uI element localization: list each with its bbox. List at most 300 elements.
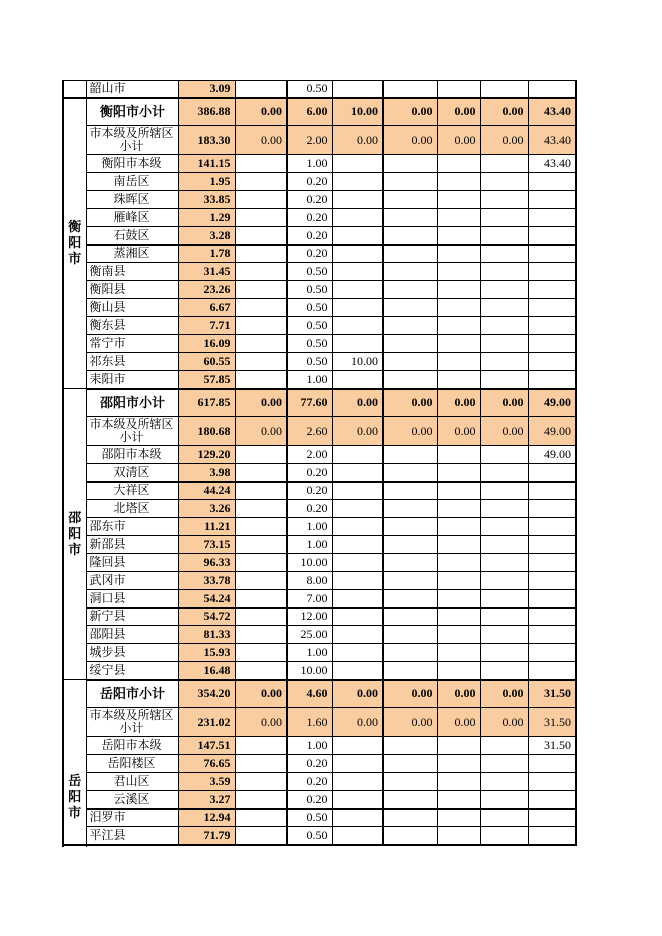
row-label[interactable]: 北塔区 (86, 500, 178, 518)
row-label[interactable]: 蒸湘区 (86, 245, 178, 263)
value-cell[interactable] (332, 281, 383, 299)
row-label[interactable]: 新宁县 (86, 608, 178, 626)
value-cell[interactable]: 386.88 (178, 98, 235, 126)
value-cell[interactable]: 7.71 (178, 317, 235, 335)
value-cell[interactable] (383, 827, 437, 845)
city-label[interactable]: 岳阳市 (63, 680, 86, 845)
row-label[interactable]: 耒阳市 (86, 371, 178, 389)
value-cell[interactable]: 44.24 (178, 482, 235, 500)
value-cell[interactable] (332, 263, 383, 281)
value-cell[interactable] (383, 791, 437, 809)
value-cell[interactable]: 0.00 (332, 389, 383, 417)
value-cell[interactable] (383, 335, 437, 353)
value-cell[interactable] (332, 755, 383, 773)
value-cell[interactable] (528, 755, 576, 773)
value-cell[interactable] (332, 590, 383, 608)
value-cell[interactable] (332, 737, 383, 755)
value-cell[interactable] (332, 335, 383, 353)
value-cell[interactable] (235, 191, 287, 209)
value-cell[interactable] (332, 809, 383, 827)
value-cell[interactable] (383, 644, 437, 662)
value-cell[interactable] (235, 554, 287, 572)
value-cell[interactable] (235, 353, 287, 371)
value-cell[interactable] (383, 446, 437, 464)
value-cell[interactable]: 81.33 (178, 626, 235, 644)
value-cell[interactable]: 16.09 (178, 335, 235, 353)
value-cell[interactable] (332, 227, 383, 245)
value-cell[interactable]: 1.60 (287, 708, 332, 737)
row-label[interactable]: 石鼓区 (86, 227, 178, 245)
value-cell[interactable] (332, 827, 383, 845)
city-label[interactable] (63, 81, 86, 98)
value-cell[interactable] (528, 227, 576, 245)
value-cell[interactable] (480, 191, 528, 209)
value-cell[interactable] (235, 590, 287, 608)
city-label[interactable]: 衡阳市 (63, 98, 86, 389)
value-cell[interactable] (235, 245, 287, 263)
value-cell[interactable]: 31.45 (178, 263, 235, 281)
value-cell[interactable]: 180.68 (178, 417, 235, 446)
value-cell[interactable] (480, 518, 528, 536)
value-cell[interactable]: 49.00 (528, 446, 576, 464)
row-label[interactable]: 平江县 (86, 827, 178, 845)
value-cell[interactable]: 0.00 (235, 680, 287, 708)
value-cell[interactable] (437, 572, 480, 590)
value-cell[interactable]: 183.30 (178, 126, 235, 155)
value-cell[interactable] (480, 245, 528, 263)
value-cell[interactable] (383, 572, 437, 590)
value-cell[interactable]: 60.55 (178, 353, 235, 371)
value-cell[interactable] (437, 737, 480, 755)
value-cell[interactable]: 141.15 (178, 155, 235, 173)
row-label[interactable]: 南岳区 (86, 173, 178, 191)
row-label[interactable]: 大祥区 (86, 482, 178, 500)
value-cell[interactable] (437, 626, 480, 644)
value-cell[interactable] (528, 536, 576, 554)
value-cell[interactable] (528, 572, 576, 590)
value-cell[interactable] (235, 662, 287, 680)
value-cell[interactable]: 25.00 (287, 626, 332, 644)
value-cell[interactable]: 1.00 (287, 371, 332, 389)
value-cell[interactable]: 31.50 (528, 737, 576, 755)
value-cell[interactable] (480, 500, 528, 518)
value-cell[interactable] (383, 608, 437, 626)
row-label[interactable]: 汨罗市 (86, 809, 178, 827)
value-cell[interactable]: 16.48 (178, 662, 235, 680)
value-cell[interactable] (235, 536, 287, 554)
value-cell[interactable]: 49.00 (528, 417, 576, 446)
value-cell[interactable]: 0.00 (480, 389, 528, 417)
value-cell[interactable] (528, 500, 576, 518)
value-cell[interactable]: 0.00 (235, 98, 287, 126)
value-cell[interactable] (235, 518, 287, 536)
value-cell[interactable] (480, 572, 528, 590)
value-cell[interactable] (480, 590, 528, 608)
value-cell[interactable]: 57.85 (178, 371, 235, 389)
value-cell[interactable] (235, 626, 287, 644)
value-cell[interactable]: 33.85 (178, 191, 235, 209)
value-cell[interactable] (528, 173, 576, 191)
row-label[interactable]: 岳阳楼区 (86, 755, 178, 773)
value-cell[interactable] (437, 353, 480, 371)
value-cell[interactable]: 0.00 (480, 708, 528, 737)
value-cell[interactable]: 71.79 (178, 827, 235, 845)
value-cell[interactable]: 0.20 (287, 791, 332, 809)
value-cell[interactable]: 0.50 (287, 317, 332, 335)
row-label[interactable]: 衡阳市本级 (86, 155, 178, 173)
value-cell[interactable]: 231.02 (178, 708, 235, 737)
value-cell[interactable] (235, 317, 287, 335)
value-cell[interactable]: 0.50 (287, 827, 332, 845)
value-cell[interactable]: 6.00 (287, 98, 332, 126)
value-cell[interactable] (437, 827, 480, 845)
value-cell[interactable]: 0.00 (235, 417, 287, 446)
value-cell[interactable]: 0.00 (235, 126, 287, 155)
value-cell[interactable]: 3.59 (178, 773, 235, 791)
value-cell[interactable] (437, 536, 480, 554)
value-cell[interactable]: 0.00 (235, 389, 287, 417)
value-cell[interactable] (480, 81, 528, 98)
value-cell[interactable] (480, 353, 528, 371)
value-cell[interactable] (383, 464, 437, 482)
value-cell[interactable]: 0.00 (332, 708, 383, 737)
value-cell[interactable] (480, 482, 528, 500)
value-cell[interactable]: 0.00 (332, 126, 383, 155)
value-cell[interactable] (332, 191, 383, 209)
value-cell[interactable]: 8.00 (287, 572, 332, 590)
value-cell[interactable]: 43.40 (528, 155, 576, 173)
value-cell[interactable]: 1.00 (287, 518, 332, 536)
value-cell[interactable]: 0.00 (383, 98, 437, 126)
row-label[interactable]: 云溪区 (86, 791, 178, 809)
value-cell[interactable]: 76.65 (178, 755, 235, 773)
value-cell[interactable] (235, 371, 287, 389)
value-cell[interactable]: 10.00 (287, 554, 332, 572)
value-cell[interactable] (480, 773, 528, 791)
value-cell[interactable] (383, 590, 437, 608)
value-cell[interactable]: 1.00 (287, 155, 332, 173)
value-cell[interactable] (235, 464, 287, 482)
value-cell[interactable] (480, 464, 528, 482)
value-cell[interactable]: 0.50 (287, 81, 332, 98)
value-cell[interactable]: 10.00 (332, 353, 383, 371)
value-cell[interactable]: 49.00 (528, 389, 576, 417)
value-cell[interactable]: 0.00 (383, 680, 437, 708)
value-cell[interactable] (437, 518, 480, 536)
value-cell[interactable] (528, 662, 576, 680)
value-cell[interactable]: 0.00 (480, 98, 528, 126)
value-cell[interactable] (480, 554, 528, 572)
value-cell[interactable]: 3.27 (178, 791, 235, 809)
value-cell[interactable] (528, 608, 576, 626)
value-cell[interactable] (383, 281, 437, 299)
value-cell[interactable]: 4.60 (287, 680, 332, 708)
value-cell[interactable]: 73.15 (178, 536, 235, 554)
value-cell[interactable] (528, 809, 576, 827)
value-cell[interactable] (383, 371, 437, 389)
value-cell[interactable] (480, 536, 528, 554)
value-cell[interactable]: 1.00 (287, 644, 332, 662)
row-label[interactable]: 邵阳市小计 (86, 389, 178, 417)
value-cell[interactable] (383, 626, 437, 644)
value-cell[interactable] (437, 299, 480, 317)
value-cell[interactable] (437, 644, 480, 662)
value-cell[interactable]: 12.94 (178, 809, 235, 827)
value-cell[interactable] (480, 299, 528, 317)
value-cell[interactable] (235, 827, 287, 845)
value-cell[interactable]: 354.20 (178, 680, 235, 708)
row-label[interactable]: 岳阳市小计 (86, 680, 178, 708)
value-cell[interactable] (332, 572, 383, 590)
value-cell[interactable]: 96.33 (178, 554, 235, 572)
value-cell[interactable]: 1.29 (178, 209, 235, 227)
value-cell[interactable]: 0.50 (287, 809, 332, 827)
value-cell[interactable]: 0.20 (287, 209, 332, 227)
value-cell[interactable] (235, 446, 287, 464)
row-label[interactable]: 韶山市 (86, 81, 178, 98)
row-label[interactable]: 邵阳县 (86, 626, 178, 644)
value-cell[interactable] (332, 317, 383, 335)
value-cell[interactable]: 31.50 (528, 708, 576, 737)
value-cell[interactable] (437, 155, 480, 173)
row-label[interactable]: 衡阳市小计 (86, 98, 178, 126)
value-cell[interactable] (235, 773, 287, 791)
value-cell[interactable]: 54.72 (178, 608, 235, 626)
value-cell[interactable] (528, 773, 576, 791)
value-cell[interactable]: 0.00 (332, 417, 383, 446)
value-cell[interactable] (437, 446, 480, 464)
value-cell[interactable] (383, 317, 437, 335)
value-cell[interactable]: 77.60 (287, 389, 332, 417)
value-cell[interactable] (528, 464, 576, 482)
value-cell[interactable]: 0.20 (287, 773, 332, 791)
value-cell[interactable] (383, 299, 437, 317)
value-cell[interactable]: 3.98 (178, 464, 235, 482)
value-cell[interactable] (332, 482, 383, 500)
value-cell[interactable] (437, 500, 480, 518)
value-cell[interactable] (235, 173, 287, 191)
value-cell[interactable] (383, 173, 437, 191)
value-cell[interactable]: 0.00 (383, 126, 437, 155)
value-cell[interactable] (383, 755, 437, 773)
row-label[interactable]: 双清区 (86, 464, 178, 482)
value-cell[interactable]: 3.26 (178, 500, 235, 518)
value-cell[interactable] (437, 791, 480, 809)
value-cell[interactable] (437, 773, 480, 791)
value-cell[interactable] (437, 464, 480, 482)
value-cell[interactable]: 3.28 (178, 227, 235, 245)
value-cell[interactable] (528, 554, 576, 572)
value-cell[interactable]: 0.00 (480, 680, 528, 708)
value-cell[interactable]: 0.00 (480, 126, 528, 155)
value-cell[interactable]: 0.00 (235, 708, 287, 737)
value-cell[interactable] (332, 644, 383, 662)
value-cell[interactable] (480, 371, 528, 389)
value-cell[interactable] (383, 482, 437, 500)
value-cell[interactable] (528, 209, 576, 227)
value-cell[interactable] (480, 755, 528, 773)
row-label[interactable]: 绥宁县 (86, 662, 178, 680)
row-label[interactable]: 城步县 (86, 644, 178, 662)
value-cell[interactable] (332, 371, 383, 389)
value-cell[interactable]: 0.20 (287, 482, 332, 500)
value-cell[interactable]: 12.00 (287, 608, 332, 626)
value-cell[interactable]: 1.78 (178, 245, 235, 263)
value-cell[interactable] (528, 281, 576, 299)
value-cell[interactable]: 0.00 (437, 708, 480, 737)
value-cell[interactable] (437, 281, 480, 299)
value-cell[interactable] (332, 299, 383, 317)
value-cell[interactable]: 43.40 (528, 126, 576, 155)
value-cell[interactable]: 2.60 (287, 417, 332, 446)
value-cell[interactable] (332, 773, 383, 791)
row-label[interactable]: 衡南县 (86, 263, 178, 281)
row-label[interactable]: 新邵县 (86, 536, 178, 554)
value-cell[interactable] (528, 335, 576, 353)
value-cell[interactable] (480, 317, 528, 335)
row-label[interactable]: 雁峰区 (86, 209, 178, 227)
row-label[interactable]: 武冈市 (86, 572, 178, 590)
value-cell[interactable] (437, 608, 480, 626)
row-label[interactable]: 邵东市 (86, 518, 178, 536)
value-cell[interactable]: 33.78 (178, 572, 235, 590)
value-cell[interactable]: 10.00 (287, 662, 332, 680)
value-cell[interactable] (383, 662, 437, 680)
value-cell[interactable]: 7.00 (287, 590, 332, 608)
row-label[interactable]: 市本级及所辖区小计 (86, 126, 178, 155)
value-cell[interactable] (437, 755, 480, 773)
value-cell[interactable]: 54.24 (178, 590, 235, 608)
value-cell[interactable] (528, 590, 576, 608)
value-cell[interactable] (235, 281, 287, 299)
value-cell[interactable]: 147.51 (178, 737, 235, 755)
row-label[interactable]: 岳阳市本级 (86, 737, 178, 755)
value-cell[interactable]: 0.20 (287, 227, 332, 245)
value-cell[interactable] (437, 227, 480, 245)
value-cell[interactable] (480, 737, 528, 755)
row-label[interactable]: 市本级及所辖区小计 (86, 708, 178, 737)
value-cell[interactable] (235, 81, 287, 98)
value-cell[interactable] (528, 827, 576, 845)
value-cell[interactable] (528, 81, 576, 98)
value-cell[interactable] (383, 500, 437, 518)
value-cell[interactable]: 43.40 (528, 98, 576, 126)
value-cell[interactable] (332, 536, 383, 554)
value-cell[interactable] (480, 662, 528, 680)
value-cell[interactable] (235, 755, 287, 773)
value-cell[interactable] (332, 626, 383, 644)
value-cell[interactable]: 0.00 (437, 417, 480, 446)
value-cell[interactable] (480, 446, 528, 464)
value-cell[interactable] (235, 737, 287, 755)
value-cell[interactable] (383, 263, 437, 281)
city-label[interactable]: 邵阳市 (63, 389, 86, 680)
value-cell[interactable]: 2.00 (287, 446, 332, 464)
value-cell[interactable] (383, 554, 437, 572)
value-cell[interactable] (332, 791, 383, 809)
value-cell[interactable]: 0.20 (287, 755, 332, 773)
value-cell[interactable] (528, 317, 576, 335)
value-cell[interactable] (235, 644, 287, 662)
value-cell[interactable]: 0.00 (383, 708, 437, 737)
value-cell[interactable]: 0.50 (287, 353, 332, 371)
value-cell[interactable]: 0.50 (287, 335, 332, 353)
value-cell[interactable] (437, 590, 480, 608)
value-cell[interactable] (383, 518, 437, 536)
value-cell[interactable] (383, 245, 437, 263)
value-cell[interactable] (332, 464, 383, 482)
row-label[interactable]: 珠晖区 (86, 191, 178, 209)
value-cell[interactable] (480, 809, 528, 827)
value-cell[interactable] (332, 245, 383, 263)
value-cell[interactable]: 0.20 (287, 500, 332, 518)
value-cell[interactable]: 0.00 (383, 389, 437, 417)
row-label[interactable]: 洞口县 (86, 590, 178, 608)
value-cell[interactable] (383, 536, 437, 554)
value-cell[interactable] (332, 518, 383, 536)
value-cell[interactable] (332, 81, 383, 98)
value-cell[interactable] (332, 554, 383, 572)
value-cell[interactable] (437, 209, 480, 227)
value-cell[interactable]: 11.21 (178, 518, 235, 536)
value-cell[interactable] (383, 353, 437, 371)
value-cell[interactable] (480, 155, 528, 173)
value-cell[interactable]: 0.00 (480, 417, 528, 446)
value-cell[interactable] (528, 263, 576, 281)
value-cell[interactable]: 0.00 (437, 98, 480, 126)
value-cell[interactable] (383, 227, 437, 245)
value-cell[interactable] (437, 173, 480, 191)
value-cell[interactable] (480, 626, 528, 644)
value-cell[interactable] (528, 299, 576, 317)
value-cell[interactable] (235, 572, 287, 590)
value-cell[interactable] (528, 245, 576, 263)
row-label[interactable]: 衡山县 (86, 299, 178, 317)
value-cell[interactable] (332, 500, 383, 518)
value-cell[interactable]: 1.00 (287, 737, 332, 755)
row-label[interactable]: 祁东县 (86, 353, 178, 371)
value-cell[interactable] (437, 554, 480, 572)
value-cell[interactable] (437, 81, 480, 98)
value-cell[interactable] (235, 335, 287, 353)
value-cell[interactable] (332, 209, 383, 227)
value-cell[interactable]: 0.50 (287, 299, 332, 317)
value-cell[interactable] (383, 81, 437, 98)
value-cell[interactable] (437, 245, 480, 263)
row-label[interactable]: 市本级及所辖区小计 (86, 417, 178, 446)
value-cell[interactable] (480, 827, 528, 845)
value-cell[interactable] (332, 662, 383, 680)
value-cell[interactable] (480, 335, 528, 353)
value-cell[interactable] (480, 227, 528, 245)
value-cell[interactable]: 2.00 (287, 126, 332, 155)
value-cell[interactable] (332, 446, 383, 464)
value-cell[interactable]: 0.20 (287, 245, 332, 263)
value-cell[interactable] (235, 209, 287, 227)
value-cell[interactable] (332, 608, 383, 626)
value-cell[interactable]: 3.09 (178, 81, 235, 98)
value-cell[interactable] (437, 371, 480, 389)
value-cell[interactable]: 23.26 (178, 281, 235, 299)
value-cell[interactable] (235, 227, 287, 245)
value-cell[interactable] (383, 209, 437, 227)
value-cell[interactable] (480, 173, 528, 191)
value-cell[interactable]: 0.20 (287, 173, 332, 191)
value-cell[interactable]: 0.00 (383, 417, 437, 446)
value-cell[interactable] (480, 644, 528, 662)
value-cell[interactable] (235, 809, 287, 827)
value-cell[interactable]: 15.93 (178, 644, 235, 662)
